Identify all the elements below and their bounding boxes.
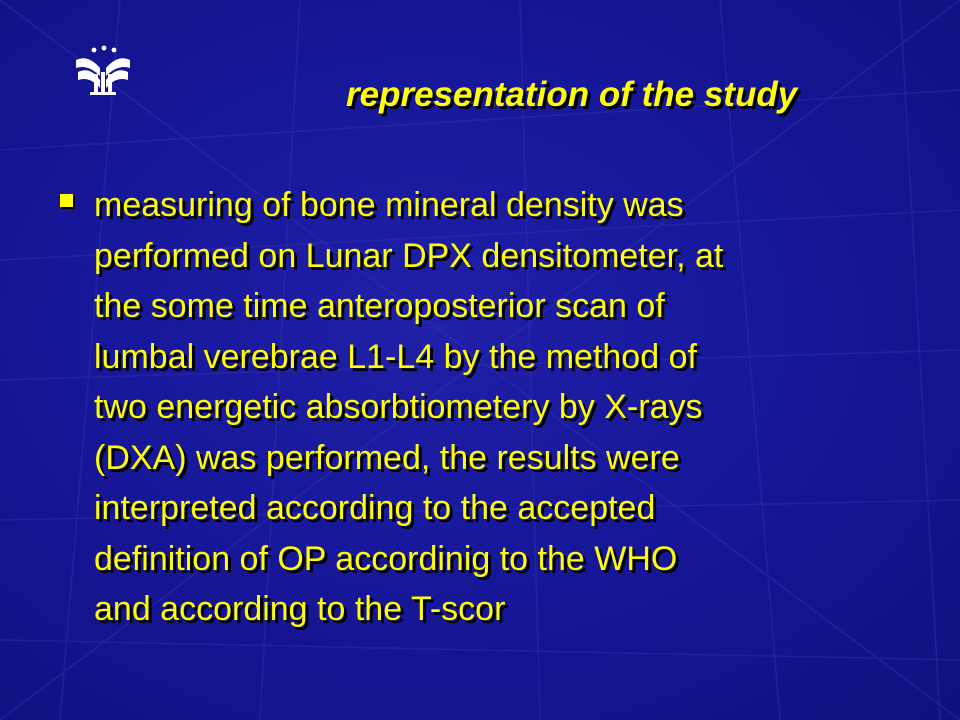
bullet-text-line: two energetic absorbtiometery by X-rays (94, 388, 703, 426)
bullet-text-line: interpreted according to the accepted (94, 489, 656, 527)
bullet-list (58, 180, 918, 635)
university-emblem-icon (70, 44, 136, 96)
square-bullet-icon (60, 194, 73, 207)
bullet-item (94, 180, 894, 635)
bullet-text-line: and according to the T-scor (94, 590, 506, 628)
bullet-text-line: lumbal verebrae L1-L4 by the method of (94, 337, 697, 376)
bullet-text-line: definition of OP accordinig to the WHO (94, 539, 678, 578)
slide-title: representation of the study (346, 75, 798, 114)
bullet-text-line: the some time anteroposterior scan of (94, 287, 665, 325)
bullet-text-line: performed on Lunar DPX densitometer, at (94, 236, 724, 275)
bullet-text-line: measuring of bone mineral density was (94, 186, 684, 224)
bullet-text-line: (DXA) was performed, the results were (94, 438, 680, 477)
